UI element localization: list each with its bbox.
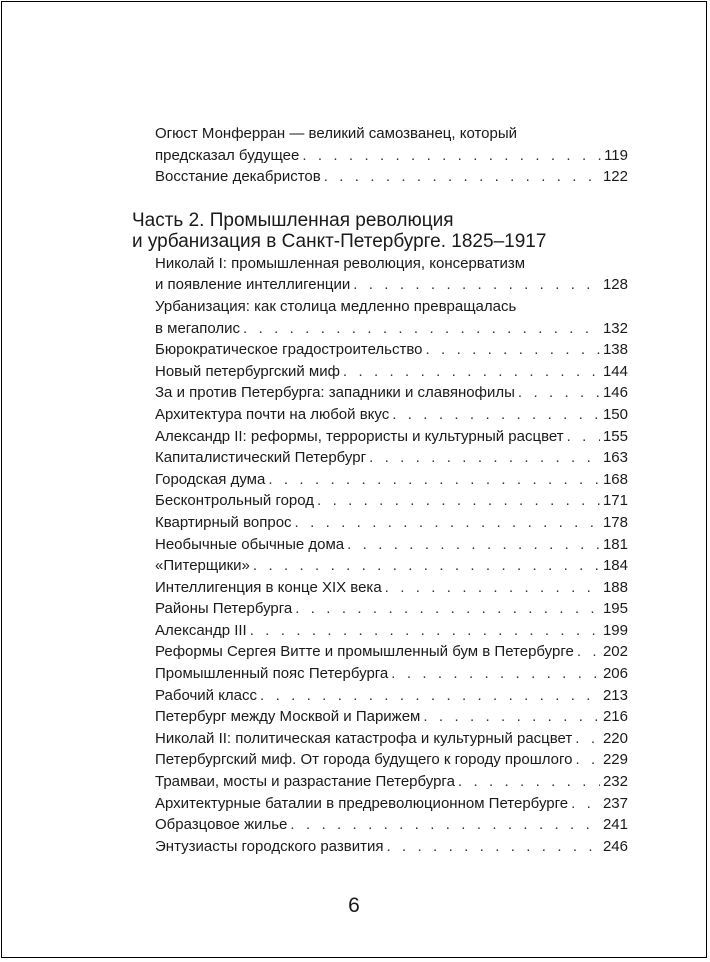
toc-entry-page-number: 246 — [602, 837, 628, 855]
book-page — [1, 1, 707, 958]
toc-entry-page-number: 232 — [602, 773, 628, 791]
toc-entry — [155, 793, 628, 815]
dot-leader — [576, 749, 600, 771]
dot-leader — [575, 728, 600, 750]
toc-entry-page-number: 216 — [602, 708, 628, 726]
dot-leader — [567, 426, 600, 448]
toc-entry — [155, 836, 628, 858]
toc-entry-page-number: 229 — [602, 751, 628, 769]
toc-entry-page-number: 168 — [602, 470, 628, 488]
part-heading-line-1: Часть 2. Промышленная революция — [132, 209, 454, 231]
dot-leader — [290, 814, 600, 836]
toc-entry-page-number: 206 — [602, 665, 628, 683]
toc-entry-title: Трамваи, мосты и разрастание Петербурга — [155, 773, 455, 791]
dot-leader — [302, 145, 601, 167]
toc-entry — [155, 577, 628, 599]
dot-leader — [392, 404, 600, 426]
dot-leader — [386, 836, 600, 858]
toc-entry — [155, 166, 628, 188]
part-heading-line-2: и урбанизация в Санкт-Петербурге. 1825–1917 — [132, 231, 547, 253]
toc-entry-title: Образцовое жилье — [155, 816, 288, 834]
toc-entry-page-number: 119 — [604, 146, 628, 164]
toc-entry-title-line: предсказал будущее — [155, 146, 300, 164]
toc-entry-page-number: 213 — [602, 686, 628, 704]
toc-entry — [155, 469, 628, 491]
toc-entry-page-number: 122 — [602, 168, 628, 186]
toc-entry-title: Капиталистический Петербург — [155, 449, 367, 467]
toc-entry-title: Городская дума — [155, 470, 266, 488]
toc-entry — [155, 534, 628, 556]
toc-entry-title: Бюрократическое градостроительство — [155, 341, 423, 359]
toc-entry — [155, 426, 628, 448]
toc-entry-page-number: 188 — [602, 578, 628, 596]
toc-entry — [155, 620, 628, 642]
dot-leader — [250, 620, 600, 642]
dot-leader — [343, 361, 600, 383]
toc-entry-title: Энтузиасты городского развития — [155, 837, 384, 855]
toc-entry-title: Петербургский миф. От города будущего к городу прошлого — [155, 751, 573, 769]
dot-leader — [518, 382, 600, 404]
toc-entry — [155, 814, 628, 836]
toc-entry — [155, 555, 628, 577]
toc-part-entries — [132, 253, 628, 858]
toc-entry-title-line: Николай I: промышленная революция, консерватизм — [155, 254, 526, 272]
dot-leader — [369, 447, 600, 469]
dot-leader — [458, 771, 600, 793]
dot-leader — [423, 706, 600, 728]
dot-leader — [426, 339, 600, 361]
toc-entry-page-number: 146 — [602, 384, 628, 402]
toc-entry — [155, 253, 628, 296]
toc-entry-page-number: 181 — [602, 535, 628, 553]
dot-leader — [391, 663, 600, 685]
dot-leader — [317, 490, 600, 512]
toc-entry-title: Новый петербургский миф — [155, 362, 340, 380]
toc-entry-title: Петербург между Москвой и Парижем — [155, 708, 421, 726]
toc-entry-page-number: 163 — [602, 449, 628, 467]
toc-entry-page-number: 155 — [602, 427, 628, 445]
toc-entry-title-line: в мегаполис — [155, 319, 241, 337]
dot-leader — [295, 512, 600, 534]
toc-entry — [155, 447, 628, 469]
toc-entry — [155, 663, 628, 685]
dot-leader — [260, 685, 600, 707]
toc-entry-title: Районы Петербурга — [155, 600, 293, 618]
dot-leader — [243, 318, 600, 340]
dot-leader — [268, 469, 600, 491]
toc-entry — [155, 123, 628, 166]
toc-entry-page-number: 128 — [602, 276, 628, 294]
toc-entry-title: Бесконтрольный город — [155, 492, 315, 510]
toc-entry — [155, 296, 628, 339]
toc-entry-title: Восстание декабристов — [155, 168, 321, 186]
toc-entry — [155, 749, 628, 771]
toc-entry-page-number: 132 — [602, 319, 628, 337]
toc-entry-title: Александр III — [155, 621, 247, 639]
page-number: 6 — [348, 894, 360, 917]
toc-entry-title: Необычные обычные дома — [155, 535, 345, 553]
toc-entry — [155, 641, 628, 663]
toc-entry-page-number: 178 — [602, 513, 628, 531]
dot-leader — [353, 274, 600, 296]
toc-entry-page-number: 241 — [602, 816, 628, 834]
toc-entry-title: Рабочий класс — [155, 686, 258, 704]
toc-entry-title-line: Огюст Монферран — великий самозванец, который — [155, 125, 517, 142]
toc-entry — [155, 706, 628, 728]
toc-entry — [155, 728, 628, 750]
dot-leader — [571, 793, 600, 815]
toc-entry-title: Николай II: политическая катастрофа и культурный расцвет — [155, 729, 573, 747]
toc-entry — [155, 382, 628, 404]
toc-entry — [155, 771, 628, 793]
toc-entry-page-number: 220 — [602, 729, 628, 747]
toc-entry-page-number: 195 — [602, 600, 628, 618]
toc-entry — [155, 339, 628, 361]
toc-entry-page-number: 184 — [602, 557, 628, 575]
toc-entry — [155, 361, 628, 383]
toc-entry-title: Архитектура почти на любой вкус — [155, 405, 390, 423]
toc-entry-title: Реформы Сергея Витте и промышленный бум в Петербурге — [155, 643, 574, 661]
dot-leader — [385, 577, 600, 599]
toc-entry — [155, 685, 628, 707]
toc-entry-page-number: 150 — [602, 405, 628, 423]
dot-leader — [295, 598, 600, 620]
dot-leader — [577, 641, 600, 663]
toc-entry-title-line: Урбанизация: как столица медленно превращалась — [155, 297, 517, 315]
table-of-contents — [132, 123, 628, 857]
dot-leader — [253, 555, 600, 577]
toc-entry-title-line: и появление интеллигенции — [155, 276, 351, 294]
toc-entry-title: За и против Петербурга: западники и славянофилы — [155, 384, 515, 402]
toc-entry-page-number: 138 — [602, 341, 628, 359]
toc-entry — [155, 490, 628, 512]
toc-entry-page-number: 144 — [602, 362, 628, 380]
toc-entry-page-number: 237 — [602, 794, 628, 812]
toc-entry — [155, 512, 628, 534]
toc-entry-title: Архитектурные баталии в предреволюционном Петербурге — [155, 794, 569, 812]
toc-previous-entries — [132, 123, 628, 188]
dot-leader — [324, 166, 600, 188]
toc-entry-page-number: 199 — [602, 621, 628, 639]
toc-entry-title: Интеллигенция в конце XIX века — [155, 578, 382, 596]
toc-entry-page-number: 202 — [602, 643, 628, 661]
part-heading — [132, 210, 628, 253]
dot-leader — [347, 534, 600, 556]
toc-entry-title: Промышленный пояс Петербурга — [155, 665, 389, 683]
toc-entry-title: «Питерщики» — [155, 557, 250, 575]
toc-entry — [155, 598, 628, 620]
toc-entry-title: Квартирный вопрос — [155, 513, 292, 531]
toc-entry-title: Александр II: реформы, террористы и культурный расцвет — [155, 427, 564, 445]
toc-entry — [155, 404, 628, 426]
toc-entry-page-number: 171 — [602, 492, 628, 510]
